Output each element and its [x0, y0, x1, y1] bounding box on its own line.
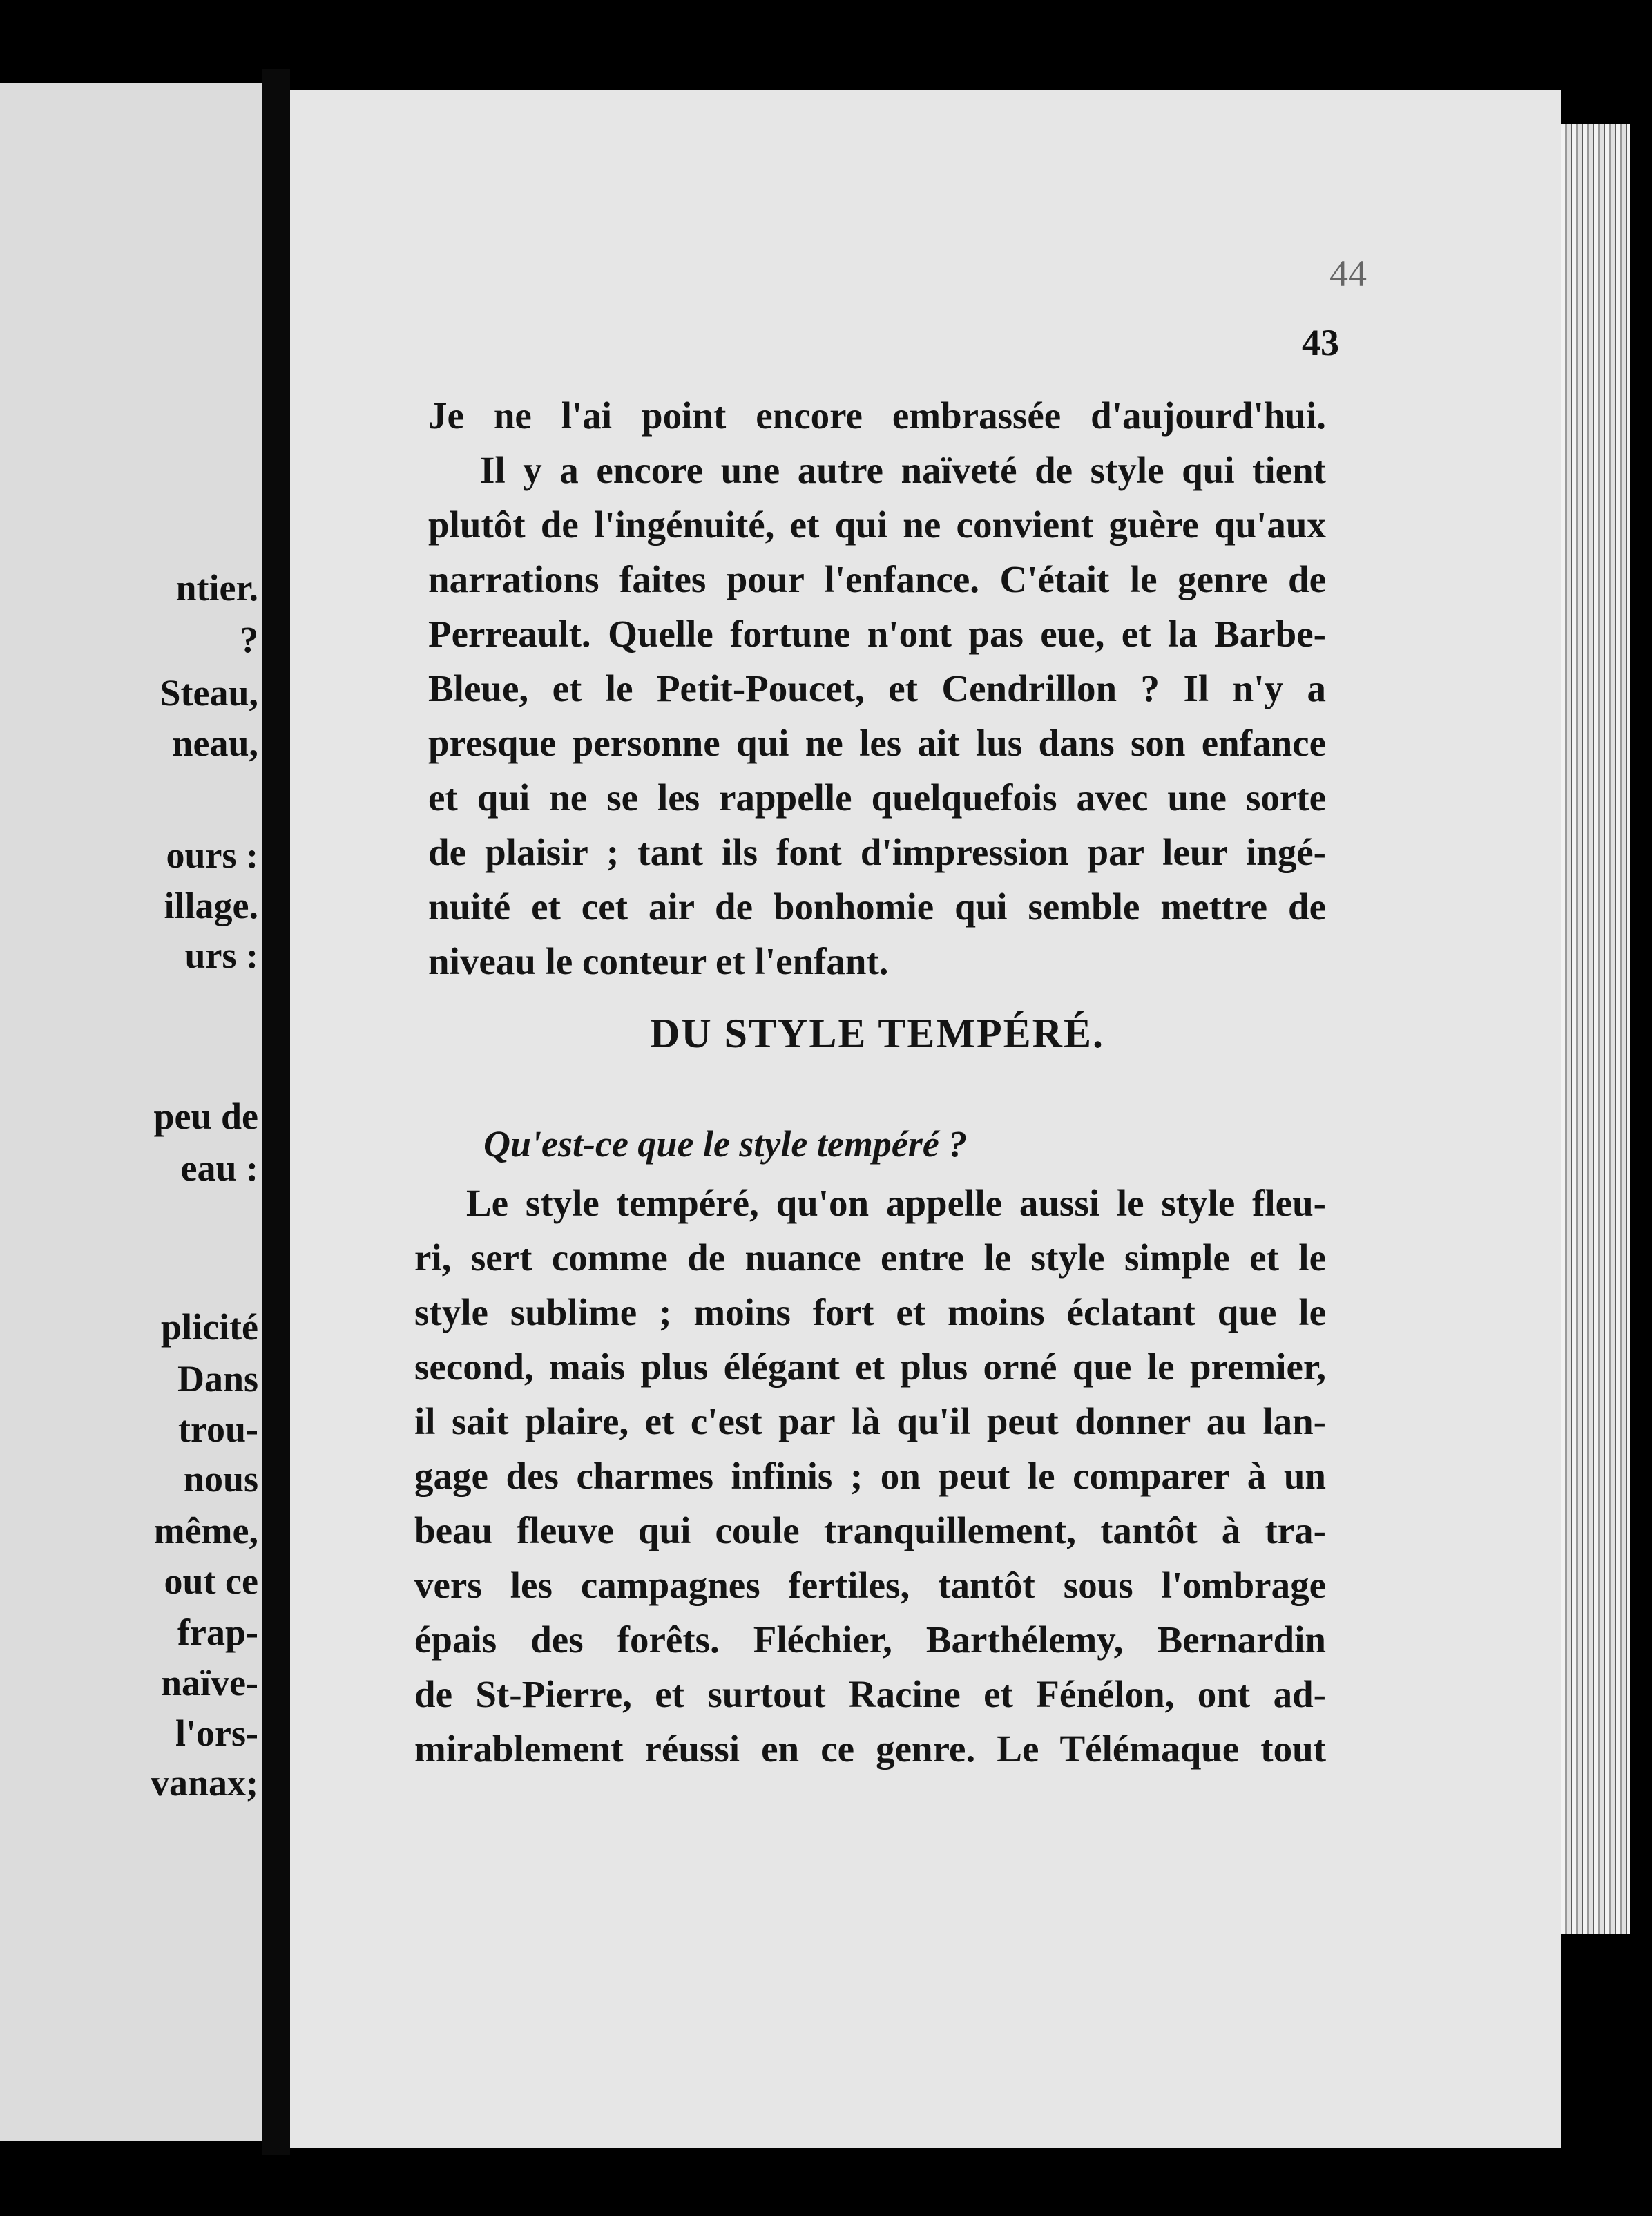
- left-page-fragment: frap-: [177, 1612, 258, 1653]
- text-line: Il y a encore une autre naïveté de style qui tient: [480, 449, 1326, 491]
- left-page-fragment: ntier.: [175, 567, 258, 609]
- text-line: beau fleuve qui coule tranquillement, tantôt à tra-: [414, 1509, 1326, 1551]
- left-page-fragment: out ce: [164, 1560, 258, 1602]
- text-line: de plaisir ; tant ils font d'impression par leur ingé-: [428, 831, 1326, 873]
- left-page-fragment: naïve-: [161, 1662, 258, 1703]
- text-line: style sublime ; moins fort et moins éclatant que le: [414, 1291, 1326, 1333]
- text-line: niveau le conteur et l'enfant.: [428, 940, 889, 982]
- text-line: vers les campagnes fertiles, tantôt sous l'ombrage: [414, 1564, 1326, 1606]
- text-line: mirablement réussi en ce genre. Le Télémaque tout: [414, 1728, 1326, 1770]
- left-page-fragment: ?: [240, 619, 258, 660]
- left-page-fragment: vanax;: [150, 1762, 258, 1804]
- left-page-fragment: illage.: [164, 885, 258, 926]
- left-page-fragment: Steau,: [160, 672, 258, 714]
- left-page-fragment: nous: [183, 1458, 258, 1500]
- text-line: et qui ne se les rappelle quelquefois avec une sorte: [428, 776, 1326, 819]
- text-line: Le style tempéré, qu'on appelle aussi le style fleu-: [466, 1182, 1326, 1224]
- text-line: second, mais plus élégant et plus orné que le premier,: [414, 1346, 1326, 1388]
- text-line: ri, sert comme de nuance entre le style simple et le: [414, 1236, 1326, 1279]
- text-line: nuité et cet air de bonhomie qui semble mettre de: [428, 886, 1326, 928]
- text-line: plutôt de l'ingénuité, et qui ne convient guère qu'aux: [428, 504, 1326, 546]
- left-page: [0, 83, 262, 2141]
- page-edges: [1561, 124, 1630, 1934]
- marginal-number: 44: [1329, 253, 1367, 294]
- book-gutter: [262, 69, 290, 2155]
- left-page-fragment: Dans: [177, 1358, 258, 1400]
- paragraph-1: [428, 388, 1326, 988]
- text-line: gage des charmes infinis ; on peut le comparer à un: [414, 1455, 1326, 1497]
- page-number: 43: [1302, 322, 1339, 363]
- text-line: Bleue, et le Petit-Poucet, et Cendrillon ? Il n'y a: [428, 667, 1326, 709]
- text-line: de St-Pierre, et surtout Racine et Fénélon, ont ad-: [414, 1673, 1326, 1715]
- text-line: Perreault. Quelle fortune n'ont pas eue, et la Barbe-: [428, 613, 1326, 655]
- text-line: épais des forêts. Fléchier, Barthélemy, Bernardin: [414, 1618, 1326, 1661]
- left-page-fragment: urs :: [184, 935, 258, 976]
- left-page-fragment: ours :: [166, 834, 258, 876]
- section-heading: DU STYLE TEMPÉRÉ.: [649, 1011, 1105, 1056]
- question-heading: Qu'est-ce que le style tempéré ?: [483, 1123, 968, 1165]
- left-page-fragment: trou-: [178, 1408, 258, 1450]
- text-line: Je ne l'ai point encore embrassée d'aujourd'hui.: [428, 394, 1326, 437]
- left-page-fragment: neau,: [172, 723, 258, 764]
- paragraph-2: [414, 1176, 1326, 1776]
- left-page-fragment: peu de: [153, 1096, 258, 1137]
- text-line: narrations faites pour l'enfance. C'était le genre de: [428, 558, 1326, 600]
- left-page-fragment: l'ors-: [175, 1712, 258, 1754]
- left-page-fragment: eau :: [180, 1147, 258, 1189]
- text-line: il sait plaire, et c'est par là qu'il peut donner au lan-: [414, 1400, 1326, 1442]
- left-page-fragment: plicité: [161, 1306, 258, 1348]
- left-page-fragment: même,: [153, 1510, 258, 1551]
- text-line: presque personne qui ne les ait lus dans son enfance: [428, 722, 1326, 764]
